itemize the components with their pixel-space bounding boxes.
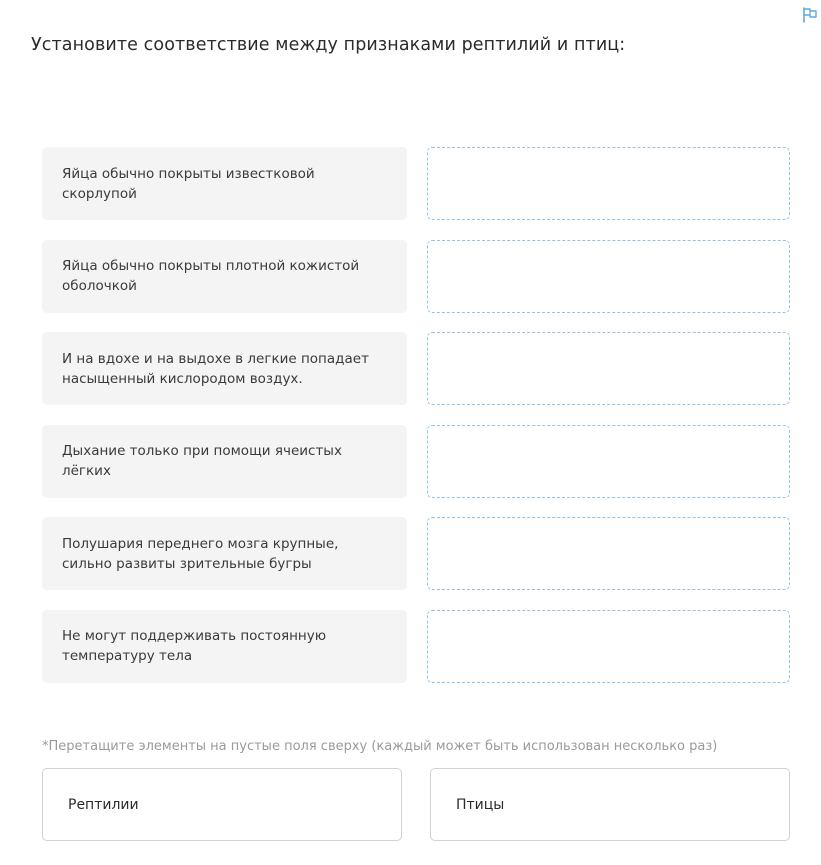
statement-card xyxy=(42,240,407,313)
pair-row xyxy=(42,517,790,590)
drop-zone[interactable] xyxy=(427,610,790,683)
option-birds[interactable]: Птицы xyxy=(430,768,790,841)
statement-text: Яйца обычно покрыты плотной кожистой оболочкой xyxy=(62,258,360,295)
statement-card xyxy=(42,517,407,590)
drop-zone[interactable] xyxy=(427,240,790,313)
option-reptiles[interactable]: Рептилии xyxy=(42,768,402,841)
drag-hint: *Перетащите элементы на пустые поля сверху (каждый может быть использован несколько раз) xyxy=(42,739,718,754)
statement-card xyxy=(42,610,407,683)
statement-text: Не могут поддерживать постоянную температуру тела xyxy=(62,628,327,665)
statement-card xyxy=(42,425,407,498)
pair-row xyxy=(42,610,790,683)
drop-zone[interactable] xyxy=(427,147,790,220)
pair-row xyxy=(42,147,790,220)
drop-zone[interactable] xyxy=(427,425,790,498)
drop-zone[interactable] xyxy=(427,517,790,590)
answer-options xyxy=(42,768,790,841)
statement-text: Дыхание только при помощи ячеистых лёгких xyxy=(62,443,342,480)
pair-row xyxy=(42,240,790,313)
pair-row xyxy=(42,425,790,498)
statement-card xyxy=(42,147,407,220)
matching-pairs xyxy=(42,147,790,703)
statement-text: Полушария переднего мозга крупные, сильно развиты зрительные бугры xyxy=(62,535,339,572)
statement-text: И на вдохе и на выдохе в легкие попадает насыщенный кислородом воздух. xyxy=(62,350,369,387)
drop-zone[interactable] xyxy=(427,332,790,405)
statement-text: Яйца обычно покрыты известковой скорлупой xyxy=(62,165,315,202)
question-title: Установите соответствие между признаками рептилий и птиц: xyxy=(31,35,626,55)
flag-icon[interactable] xyxy=(801,6,819,24)
pair-row xyxy=(42,332,790,405)
statement-card xyxy=(42,332,407,405)
